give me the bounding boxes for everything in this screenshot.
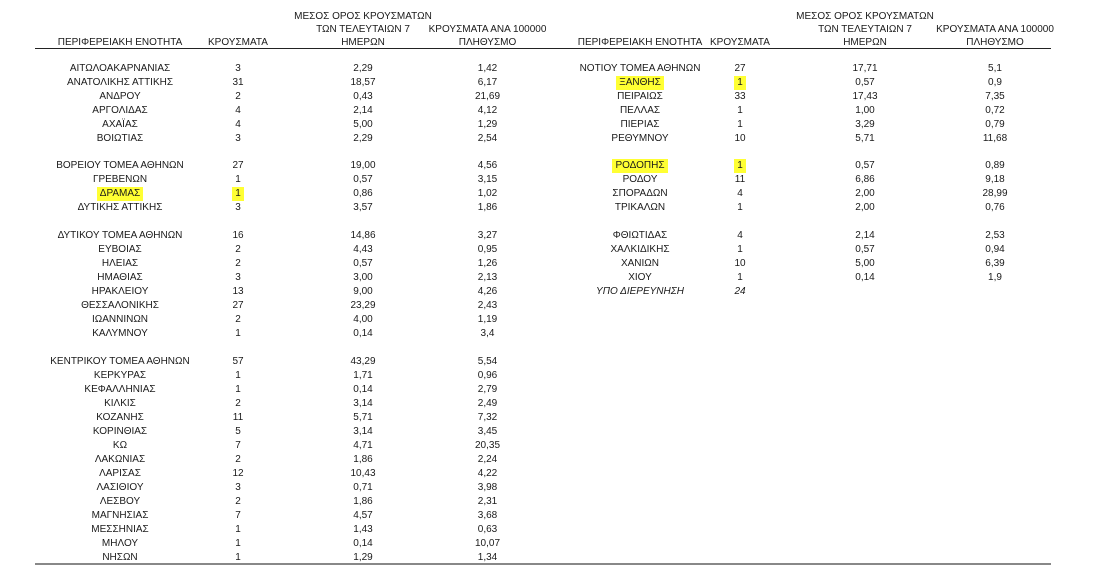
cell-per100k: 1,26 [477, 258, 498, 269]
header-cases: ΚΡΟΥΣΜΑΤΑ [208, 37, 268, 48]
cell-region: ΡΕΘΥΜΝΟΥ [611, 133, 669, 144]
table-row [550, 104, 1070, 118]
table-row [0, 369, 555, 383]
cell-cases: 1 [235, 328, 241, 339]
cell-avg: 10,43 [350, 468, 376, 479]
table-row [0, 439, 555, 453]
table-row [0, 467, 555, 481]
cell-region: ΝΟΤΙΟΥ ΤΟΜΕΑ ΑΘΗΝΩΝ [579, 63, 701, 74]
cell-cases: 1 [737, 119, 743, 130]
table-row [0, 173, 555, 187]
table-row [0, 257, 555, 271]
cell-region: ΑΡΓΟΛΙΔΑΣ [92, 105, 148, 116]
table-row [550, 229, 1070, 243]
cell-region: ΗΛΕΙΑΣ [101, 258, 139, 269]
cell-cases: 1 [737, 202, 743, 213]
cell-cases: 7 [235, 440, 241, 451]
cell-cases: 57 [232, 356, 244, 367]
cell-avg: 4,43 [353, 244, 373, 255]
cell-cases: 1 [235, 370, 241, 381]
table-row [550, 257, 1070, 271]
cell-region: ΒΟΙΩΤΙΑΣ [96, 133, 144, 144]
table-row [550, 271, 1070, 285]
table-row [0, 104, 555, 118]
header-avg [790, 10, 940, 49]
cell-region: ΠΕΛΛΑΣ [619, 105, 661, 116]
table-row [0, 425, 555, 439]
cell-per100k: 2,53 [985, 230, 1005, 241]
cell-per100k: 0,96 [477, 370, 498, 381]
cell-avg: 1,86 [353, 454, 373, 465]
cell-cases: 3 [235, 482, 241, 493]
cell-region: ΓΡΕΒΕΝΩΝ [92, 174, 148, 185]
cell-per100k: 2,43 [477, 300, 498, 311]
cell-region: ΔΥΤΙΚΟΥ ΤΟΜΕΑ ΑΘΗΝΩΝ [57, 230, 183, 241]
cell-cases [198, 187, 278, 201]
cell-cases: 2 [235, 398, 241, 409]
cell-avg: 0,14 [353, 328, 373, 339]
cell-avg: 2,00 [855, 202, 875, 213]
cell-per100k: 1,42 [477, 63, 498, 74]
cell-avg: 4,00 [353, 314, 373, 325]
cell-per100k: 1,9 [988, 272, 1002, 283]
cell-per100k: 6,39 [985, 258, 1005, 269]
cell-region: ΚΑΛΥΜΝΟΥ [92, 328, 148, 339]
cell-region: ΗΜΑΘΙΑΣ [97, 272, 143, 283]
header-region: ΠΕΡΙΦΕΡΕΙΑΚΗ ΕΝΟΤΗΤΑ [57, 37, 183, 48]
cell-region: ΚΟΖΑΝΗΣ [96, 412, 144, 423]
cell-region: ΚΟΡΙΝΘΙΑΣ [92, 426, 148, 437]
header-cases: ΚΡΟΥΣΜΑΤΑ [710, 37, 770, 48]
cell-region: ΧΑΝΙΩΝ [620, 258, 660, 269]
cell-cases: 1 [737, 244, 743, 255]
cell-cases: 33 [734, 91, 746, 102]
cell-per100k: 9,18 [985, 174, 1005, 185]
cell-region: ΧΑΛΚΙΔΙΚΗΣ [610, 244, 670, 255]
table-row [0, 229, 555, 243]
table-row [550, 173, 1070, 187]
cell-per100k: 2,79 [477, 384, 498, 395]
cell-avg: 19,00 [350, 160, 376, 171]
cell-avg: 0,57 [353, 258, 373, 269]
table-row [0, 243, 555, 257]
right-table [550, 0, 1070, 568]
cell-region: ΡΟΔΟΥ [622, 174, 658, 185]
cell-avg: 0,14 [353, 384, 373, 395]
header-per100k [925, 23, 1065, 49]
cell-region: ΕΥΒΟΙΑΣ [98, 244, 142, 255]
cell-region: ΧΙΟΥ [628, 272, 652, 283]
cell-avg: 1,29 [353, 552, 373, 563]
cell-cases: 1 [235, 174, 241, 185]
cell-avg: 3,00 [353, 272, 373, 283]
cell-per100k: 1,29 [477, 119, 498, 130]
table-row [0, 495, 555, 509]
cell-avg: 5,00 [855, 258, 875, 269]
cell-region: ΜΗΛΟΥ [101, 538, 139, 549]
table-row [0, 383, 555, 397]
cell-avg: 2,29 [353, 63, 373, 74]
header-avg-line3: ΗΜΕΡΩΝ [843, 37, 887, 48]
cell-region: ΚΕΡΚΥΡΑΣ [93, 370, 147, 381]
cell-region: ΜΑΓΝΗΣΙΑΣ [91, 510, 149, 521]
table-row [0, 411, 555, 425]
cell-per100k: 5,1 [988, 63, 1002, 74]
table-row [0, 201, 555, 215]
cell-avg: 17,71 [852, 63, 878, 74]
cell-cases: 3 [235, 63, 241, 74]
cell-avg: 1,86 [353, 496, 373, 507]
cell-region: ΦΘΙΩΤΙΔΑΣ [612, 230, 668, 241]
cell-cases: 1 [235, 384, 241, 395]
cell-per100k: 2,49 [477, 398, 498, 409]
cell-avg: 0,14 [353, 538, 373, 549]
cell-region: ΚΩ [112, 440, 128, 451]
cell-per100k: 0,76 [985, 202, 1005, 213]
header-per100k-line1: ΚΡΟΥΣΜΑΤΑ ΑΝΑ 100000 [936, 24, 1054, 35]
cell-per100k: 0,63 [477, 524, 498, 535]
cell-cases: 10 [734, 258, 746, 269]
cell-region: ΝΗΣΩΝ [102, 552, 138, 563]
cell-avg: 2,14 [855, 230, 875, 241]
table-row [0, 509, 555, 523]
cell-region: ΠΕΙΡΑΙΩΣ [617, 91, 663, 102]
cell-per100k: 0,9 [988, 77, 1002, 88]
cell-per100k: 3,15 [477, 174, 498, 185]
left-table [0, 0, 555, 568]
table-row [0, 62, 555, 76]
cell-avg: 3,29 [855, 119, 875, 130]
highlight-mark: ΔΡΑΜΑΣ [97, 187, 143, 201]
cell-per100k: 1,02 [477, 188, 498, 199]
cell-per100k: 11,68 [982, 133, 1008, 144]
cell-per100k: 0,95 [477, 244, 498, 255]
cell-per100k: 3,27 [477, 230, 498, 241]
cell-per100k: 21,69 [474, 91, 501, 102]
highlight-mark: 1 [734, 159, 746, 173]
cell-cases: 2 [235, 314, 241, 325]
cell-cases: 1 [737, 105, 743, 116]
cell-avg: 0,57 [855, 77, 875, 88]
cell-avg: 0,57 [855, 244, 875, 255]
cell-cases: 10 [734, 133, 746, 144]
header-underline [35, 48, 555, 49]
cell-avg: 18,57 [350, 77, 376, 88]
table-row [550, 118, 1070, 132]
cell-region: ΜΕΣΣΗΝΙΑΣ [91, 524, 149, 535]
cell-per100k: 2,24 [477, 454, 498, 465]
highlight-mark: ΞΑΝΘΗΣ [616, 76, 664, 90]
cell-avg: 5,71 [353, 412, 373, 423]
cell-cases: 12 [232, 468, 244, 479]
table-row [0, 453, 555, 467]
cell-cases: 5 [235, 426, 241, 437]
cell-per100k: 3,4 [480, 328, 495, 339]
cell-region: ΣΠΟΡΑΔΩΝ [612, 188, 668, 199]
cell-avg: 0,57 [353, 174, 373, 185]
cell-region: ΥΠΟ ΔΙΕΡΕΥΝΗΣΗ [596, 286, 684, 297]
table-row [0, 355, 555, 369]
cell-per100k: 7,35 [985, 91, 1005, 102]
table-row [0, 481, 555, 495]
cell-per100k: 2,31 [477, 496, 498, 507]
cell-avg: 2,14 [353, 105, 373, 116]
cell-cases: 1 [235, 524, 241, 535]
cell-per100k: 0,72 [985, 105, 1005, 116]
cell-region: ΑΙΤΩΛΟΑΚΑΡΝΑΝΙΑΣ [69, 63, 171, 74]
cell-cases: 2 [235, 244, 241, 255]
cell-cases [700, 159, 780, 173]
cell-region: ΑΝΔΡΟΥ [99, 91, 141, 102]
cell-region: ΑΧΑΪΑΣ [102, 119, 138, 130]
cell-per100k: 0,89 [985, 160, 1005, 171]
table-row [0, 327, 555, 341]
bottom-rule [35, 563, 1051, 565]
cell-avg: 1,00 [855, 105, 875, 116]
cell-avg: 0,14 [855, 272, 875, 283]
cell-region: ΑΝΑΤΟΛΙΚΗΣ ΑΤΤΙΚΗΣ [66, 77, 174, 88]
cell-cases: 2 [235, 258, 241, 269]
cell-per100k: 6,17 [477, 77, 498, 88]
table-row [550, 285, 1070, 299]
header-avg-line3: ΗΜΕΡΩΝ [341, 37, 385, 48]
cell-per100k: 20,35 [474, 440, 501, 451]
header-underline [550, 48, 1051, 49]
cell-per100k: 7,32 [477, 412, 498, 423]
table-row [550, 132, 1070, 146]
cell-region: ΛΕΣΒΟΥ [99, 496, 141, 507]
cell-avg: 1,43 [353, 524, 373, 535]
table-row [550, 187, 1070, 201]
cell-region: ΙΩΑΝΝΙΝΩΝ [91, 314, 149, 325]
cell-avg: 6,86 [855, 174, 875, 185]
cell-avg: 43,29 [350, 356, 376, 367]
cell-cases: 1 [737, 272, 743, 283]
header-region: ΠΕΡΙΦΕΡΕΙΑΚΗ ΕΝΟΤΗΤΑ [577, 37, 703, 48]
header-per100k [420, 23, 555, 49]
table-row [0, 118, 555, 132]
cell-cases: 4 [235, 105, 241, 116]
cell-region: ΚΕΦΑΛΛΗΝΙΑΣ [84, 384, 156, 395]
table-row [0, 271, 555, 285]
header-avg-line1: ΜΕΣΟΣ ΟΡΟΣ ΚΡΟΥΣΜΑΤΩΝ [796, 11, 934, 22]
table-row [550, 90, 1070, 104]
cell-per100k: 5,54 [477, 356, 498, 367]
cell-per100k: 1,86 [477, 202, 498, 213]
table-row [0, 285, 555, 299]
table-row [0, 537, 555, 551]
table-row [550, 76, 1070, 90]
cell-region: ΚΕΝΤΡΙΚΟΥ ΤΟΜΕΑ ΑΘΗΝΩΝ [50, 356, 190, 367]
cell-cases: 13 [232, 286, 244, 297]
cell-per100k: 4,26 [477, 286, 498, 297]
cell-per100k: 4,22 [477, 468, 498, 479]
header-per100k-line1: ΚΡΟΥΣΜΑΤΑ ΑΝΑ 100000 [428, 24, 547, 35]
header-avg [288, 10, 438, 49]
cell-region: ΚΙΛΚΙΣ [104, 398, 136, 409]
table-row [0, 187, 555, 201]
cell-region: ΘΕΣΣΑΛΟΝΙΚΗΣ [81, 300, 159, 311]
cell-per100k: 2,13 [477, 272, 498, 283]
cell-region: ΒΟΡΕΙΟΥ ΤΟΜΕΑ ΑΘΗΝΩΝ [56, 160, 184, 171]
cell-per100k: 0,79 [985, 119, 1005, 130]
cell-cases: 27 [734, 63, 746, 74]
cell-cases: 3 [235, 202, 241, 213]
cell-avg: 14,86 [350, 230, 376, 241]
cell-avg: 0,86 [353, 188, 373, 199]
cell-cases: 2 [235, 454, 241, 465]
header-avg-line2: ΤΩΝ ΤΕΛΕΥΤΑΙΩΝ 7 [316, 24, 410, 35]
cell-cases: 16 [232, 230, 244, 241]
cell-per100k: 4,56 [477, 160, 498, 171]
cell-avg: 0,43 [353, 91, 373, 102]
cell-region: ΔΥΤΙΚΗΣ ΑΤΤΙΚΗΣ [77, 202, 163, 213]
cell-cases: 1 [235, 552, 241, 563]
cell-avg: 23,29 [350, 300, 376, 311]
cell-region: ΛΑΣΙΘΙΟΥ [96, 482, 144, 493]
cell-cases: 11 [734, 174, 746, 185]
table-row [0, 90, 555, 104]
cell-cases: 1 [235, 538, 241, 549]
cell-avg: 5,00 [353, 119, 373, 130]
cell-per100k: 3,68 [477, 510, 498, 521]
highlight-mark: 1 [232, 187, 244, 201]
table-row [0, 397, 555, 411]
cell-per100k: 3,98 [477, 482, 498, 493]
cell-cases: 27 [232, 300, 244, 311]
cell-avg: 3,14 [353, 426, 373, 437]
cell-cases [700, 76, 780, 90]
cell-avg: 0,57 [855, 160, 875, 171]
cell-region: ΛΑΚΩΝΙΑΣ [94, 454, 146, 465]
cell-region: ΗΡΑΚΛΕΙΟΥ [91, 286, 149, 297]
cell-cases: 7 [235, 510, 241, 521]
table-row [550, 243, 1070, 257]
cell-per100k: 1,34 [477, 552, 498, 563]
table-row [0, 523, 555, 537]
cell-per100k: 2,54 [477, 133, 498, 144]
cell-cases: 27 [232, 160, 244, 171]
cell-avg: 3,14 [353, 398, 373, 409]
cell-avg: 1,71 [353, 370, 373, 381]
cell-per100k: 28,99 [982, 188, 1008, 199]
cell-cases: 31 [232, 77, 244, 88]
cell-cases: 3 [235, 272, 241, 283]
cell-cases: 3 [235, 133, 241, 144]
cell-cases: 2 [235, 496, 241, 507]
cell-per100k: 0,94 [985, 244, 1005, 255]
cell-per100k: 4,12 [477, 105, 498, 116]
table-row [550, 62, 1070, 76]
cell-cases: 4 [737, 188, 743, 199]
cell-cases: 4 [235, 119, 241, 130]
cell-avg: 5,71 [855, 133, 875, 144]
table-row [0, 313, 555, 327]
header-avg-line1: ΜΕΣΟΣ ΟΡΟΣ ΚΡΟΥΣΜΑΤΩΝ [294, 11, 432, 22]
header-avg-line2: ΤΩΝ ΤΕΛΕΥΤΑΙΩΝ 7 [818, 24, 912, 35]
cell-avg: 4,71 [353, 440, 373, 451]
cell-cases: 24 [734, 286, 746, 297]
table-row [550, 201, 1070, 215]
table-row [0, 299, 555, 313]
cell-region [40, 187, 200, 201]
cell-avg: 2,29 [353, 133, 373, 144]
table-row [0, 132, 555, 146]
cell-per100k: 1,19 [477, 314, 498, 325]
cell-avg: 3,57 [353, 202, 373, 213]
cell-region: ΛΑΡΙΣΑΣ [99, 468, 141, 479]
cell-per100k: 3,45 [477, 426, 498, 437]
table-row [0, 159, 555, 173]
cell-region: ΠΙΕΡΙΑΣ [620, 119, 660, 130]
cell-avg: 4,57 [353, 510, 373, 521]
header-per100k-line2: ΠΛΗΘΥΣΜΟ [458, 37, 517, 48]
cell-per100k: 10,07 [474, 538, 501, 549]
cell-cases: 4 [737, 230, 743, 241]
header-per100k-line2: ΠΛΗΘΥΣΜΟ [966, 37, 1024, 48]
cell-cases: 2 [235, 91, 241, 102]
table-row [0, 76, 555, 90]
cell-avg: 0,71 [353, 482, 373, 493]
highlight-mark: 1 [734, 76, 746, 90]
cell-cases: 11 [232, 412, 244, 423]
highlight-mark: ΡΟΔΟΠΗΣ [612, 159, 667, 173]
cell-avg: 2,00 [855, 188, 875, 199]
cell-region: ΤΡΙΚΑΛΩΝ [614, 202, 666, 213]
table-row [550, 159, 1070, 173]
cell-avg: 17,43 [852, 91, 878, 102]
cell-avg: 9,00 [353, 286, 373, 297]
